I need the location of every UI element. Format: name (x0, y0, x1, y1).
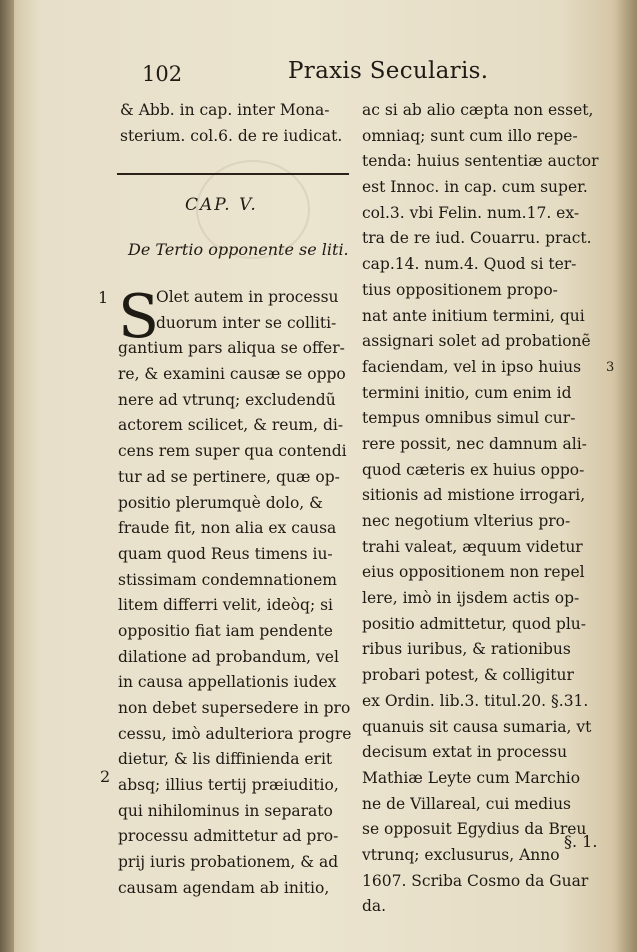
text-line: positio admittetur, quod plu- (362, 614, 587, 633)
book-gutter (0, 0, 14, 952)
text-line: lere, imò in ijsdem actis op- (362, 589, 580, 608)
text-line: eius oppositionem non repel (362, 563, 585, 582)
text-line: oppositio fiat iam pendente (118, 621, 333, 640)
chapter-title: De Tertio opponente se liti. (128, 240, 349, 259)
page-edge-shadow (615, 0, 637, 952)
text-line: cap.14. num.4. Quod si ter- (362, 255, 577, 274)
text-line: fraude fit, non alia ex causa (118, 519, 337, 538)
text-line: positio plerumquè dolo, & (118, 493, 323, 512)
text-line: quanuis sit causa sumaria, vt (362, 717, 592, 736)
text-line: & Abb. in cap. inter Mona- (120, 101, 330, 119)
text-line: actorem scilicet, & reum, di- (118, 416, 344, 435)
text-line: causam agendam ab initio, (118, 878, 330, 897)
text-line: ac si ab alio cæpta non esset, (362, 101, 594, 119)
text-line: nere ad vtrunq; excludendũ (118, 390, 336, 409)
text-line: litem differri velit, ideòq; si (118, 596, 334, 615)
divider-rule (117, 173, 349, 175)
margin-note-3: 3 (606, 360, 615, 375)
text-line: nec negotium vlterius pro- (362, 512, 571, 530)
text-line: ex Ordin. lib.3. titul.20. §.31. (362, 691, 589, 710)
margin-note-1: 1 (98, 288, 109, 307)
right-column-body (362, 98, 607, 920)
text-line: vtrunq; exclusurus, Anno (362, 845, 560, 864)
text-line: duorum inter se colliti- (156, 313, 337, 332)
text-line: tenda: huius sententiæ auctor (362, 152, 599, 171)
text-line: prij iuris probationem, & ad (118, 853, 339, 872)
text-line: nat ante initium termini, qui (362, 306, 585, 325)
text-line: sterium. col.6. de re iudicat. (120, 126, 343, 145)
text-line: gantium pars aliqua se offer- (118, 339, 345, 358)
text-line: est Innoc. in cap. cum super. (362, 178, 588, 197)
text-line: rere possit, nec damnum ali- (362, 434, 587, 453)
text-line: cessu, imò adulteriora progre (118, 724, 352, 743)
page-number: 102 (142, 62, 183, 86)
text-line: probari potest, & colligitur (362, 666, 574, 685)
chapter-heading: CAP. V. (185, 195, 258, 215)
text-line: stissimam condemnationem (118, 570, 337, 589)
left-column-top (120, 98, 356, 149)
text-line: qui nihilominus in separato (118, 801, 333, 820)
text-line: faciendam, vel in ipso huius (362, 357, 582, 376)
text-line: decisum extat in processu (362, 743, 568, 762)
text-line: tempus omnibus simul cur- (362, 409, 576, 428)
text-line: cens rem super qua contendi (118, 442, 347, 461)
text-line: se opposuit Egydius da Breu (362, 820, 587, 839)
text-line: processu admittetur ad pro- (118, 827, 339, 846)
text-line: absq; illius tertij præiuditio, (118, 776, 339, 795)
text-line: tra de re iud. Couarru. pract. (362, 229, 592, 248)
text-line: omniaq; sunt cum illo repe- (362, 126, 578, 145)
text-line: sitionis ad mistione irrogari, (362, 486, 586, 505)
text-line: tur ad se pertinere, quæ op- (118, 467, 340, 486)
text-line: col.3. vbi Felin. num.17. ex- (362, 203, 580, 222)
text-line: non debet supersedere in pro (118, 699, 351, 717)
margin-note-2: 2 (100, 767, 111, 786)
running-title: Praxis Secularis. (288, 58, 489, 84)
text-line: Olet autem in processu (156, 288, 339, 306)
section-mark: §. 1. (564, 832, 598, 851)
text-line: quam quod Reus timens iu- (118, 544, 333, 563)
text-line: ribus iuribus, & rationibus (362, 640, 571, 659)
text-line: da. (362, 897, 387, 916)
text-line: trahi valeat, æquum videtur (362, 537, 583, 556)
text-line: termini initio, cum enim id (362, 383, 572, 402)
text-line: in causa appellationis iudex (118, 673, 337, 692)
text-line: re, & examini causæ se oppo (118, 365, 346, 384)
text-line: Mathiæ Leyte cum Marchio (362, 768, 581, 787)
text-line: dilatione ad probandum, vel (118, 647, 339, 666)
text-line: 1607. Scriba Cosmo da Guar (362, 871, 589, 890)
drop-cap: S (118, 282, 160, 352)
left-column-body (118, 282, 354, 902)
text-line: tius oppositionem propo- (362, 280, 558, 299)
text-line: assignari solet ad probationẽ (362, 332, 591, 351)
text-line: dietur, & lis diffinienda erit (118, 750, 333, 769)
text-line: quod cæteris ex huius oppo- (362, 460, 585, 479)
text-line: ne de Villareal, cui medius (362, 794, 572, 813)
